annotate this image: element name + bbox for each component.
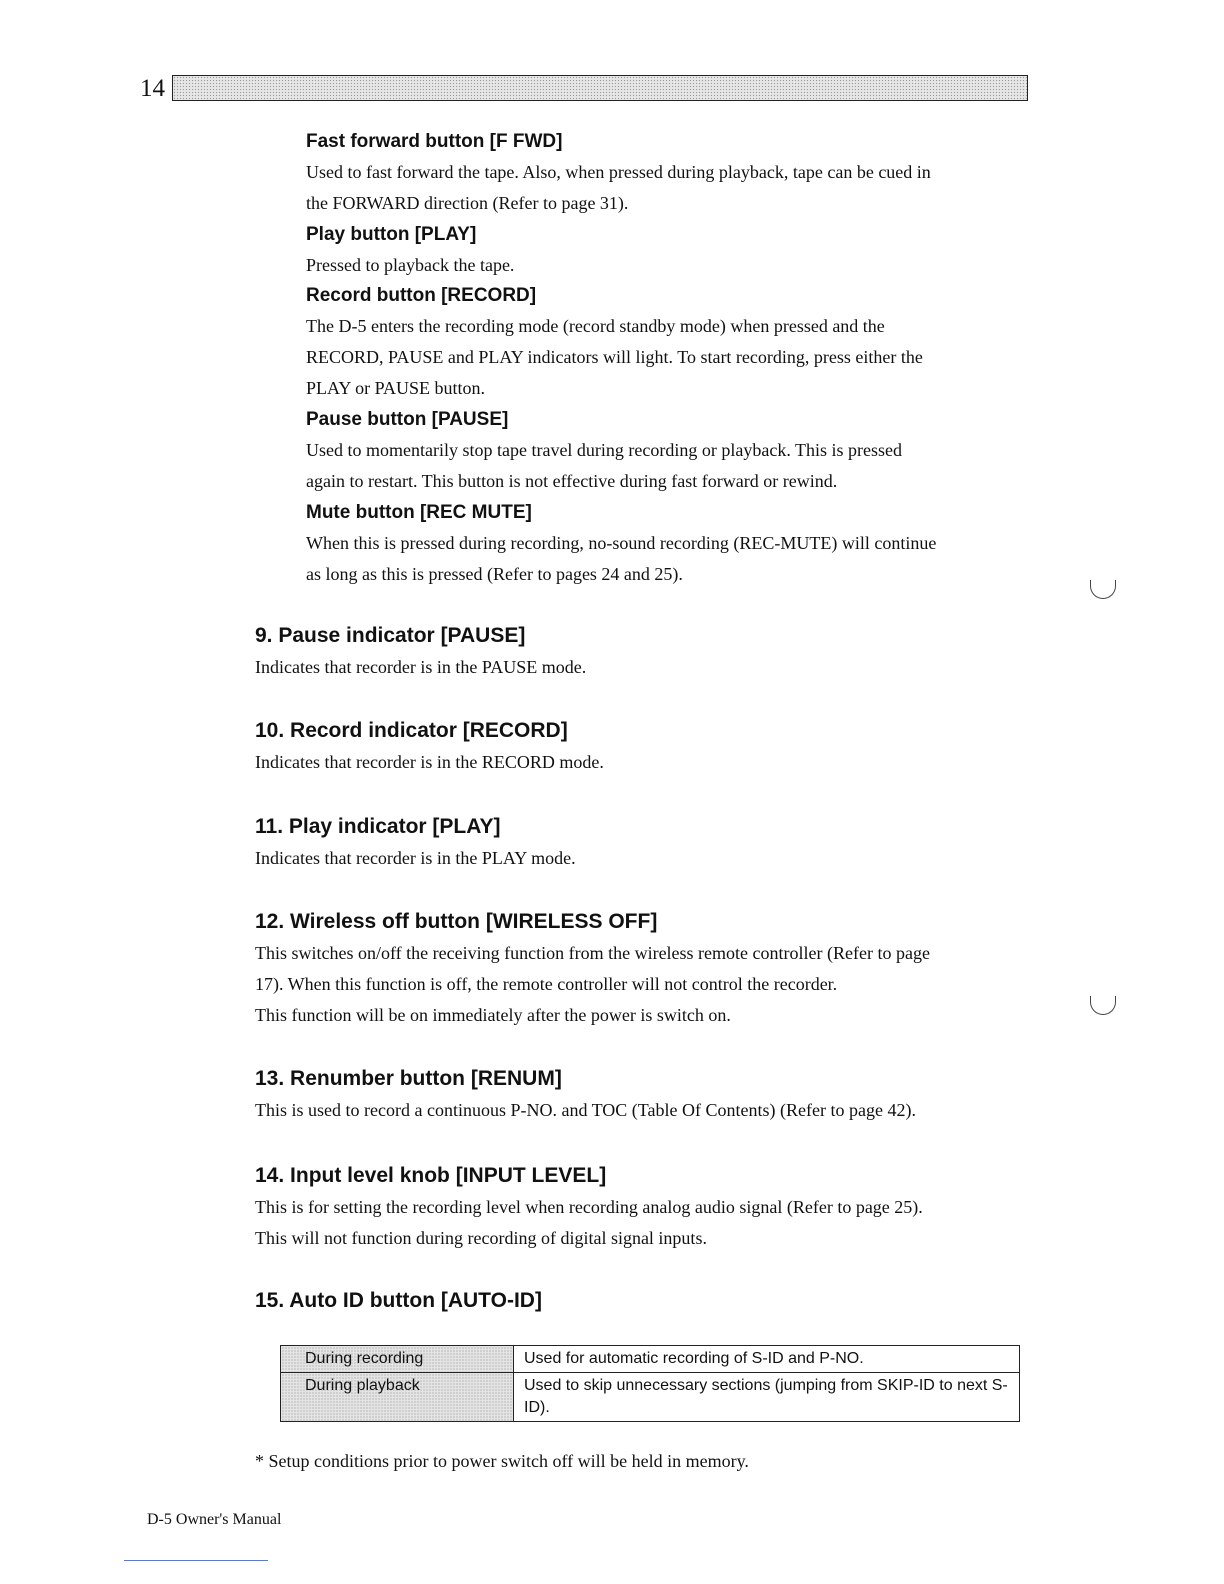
subsection-rec-mute — [306, 498, 1036, 590]
body-line: This will not function during recording of digital signal inputs. — [255, 1228, 707, 1248]
table-row — [281, 1373, 1020, 1422]
body-line: This is used to record a continuous P-NO. and TOC (Table Of Contents) (Refer to page 42). — [255, 1100, 916, 1120]
table-cell-label: During playback — [281, 1373, 514, 1422]
body-line: Indicates that recorder is in the PLAY mode. — [255, 848, 576, 868]
table-cell-description: Used for automatic recording of S-ID and P-NO. — [514, 1346, 1020, 1373]
table-cell-description: Used to skip unnecessary sections (jumping from SKIP-ID to next S-ID). — [514, 1373, 1020, 1422]
subsection-title: Record button [RECORD] — [306, 285, 537, 306]
body-line: This switches on/off the receiving function from the wireless remote controller (Refer to page — [255, 943, 930, 963]
subsection-pause — [306, 405, 1036, 497]
body-line: again to restart. This button is not effective during fast forward or rewind. — [306, 471, 838, 491]
footer-rule — [124, 1560, 268, 1561]
body-line: RECORD, PAUSE and PLAY indicators will light. To start recording, press either the — [306, 347, 923, 367]
body-line: When this is pressed during recording, no-sound recording (REC-MUTE) will continue — [306, 533, 937, 553]
section-11-play-indicator — [255, 811, 1045, 874]
table-row — [281, 1346, 1020, 1373]
subsection-title: Play button [PLAY] — [306, 224, 477, 245]
section-14-input-level — [255, 1160, 1045, 1254]
body-line: This function will be on immediately after the power is switch on. — [255, 1005, 731, 1025]
section-12-wireless-off — [255, 906, 1045, 1031]
subsection-title: Pause button [PAUSE] — [306, 409, 509, 430]
body-line: Used to momentarily stop tape travel during recording or playback. This is pressed — [306, 440, 903, 460]
subsection-record — [306, 281, 1036, 404]
body-line: Indicates that recorder is in the PAUSE mode. — [255, 657, 587, 677]
body-line: Indicates that recorder is in the RECORD mode. — [255, 752, 604, 772]
section-title: 10. Record indicator [RECORD] — [255, 719, 568, 742]
auto-id-table — [280, 1345, 1020, 1422]
subsection-play — [306, 220, 1036, 281]
footer-manual-title: D-5 Owner's Manual — [147, 1511, 282, 1528]
section-title: 13. Renumber button [RENUM] — [255, 1067, 562, 1090]
body-line: the FORWARD direction (Refer to page 31). — [306, 193, 629, 213]
subsection-title: Mute button [REC MUTE] — [306, 502, 532, 523]
body-line: This is for setting the recording level when recording analog audio signal (Refer to page 25). — [255, 1197, 923, 1217]
body-line: The D-5 enters the recording mode (record standby mode) when pressed and the — [306, 316, 885, 336]
section-10-record-indicator — [255, 715, 1045, 778]
memory-note: * Setup conditions prior to power switch off will be held in memory. — [255, 1451, 749, 1471]
binder-hole-mark — [1090, 580, 1116, 599]
subsection-title: Fast forward button [F FWD] — [306, 131, 563, 152]
section-title: 15. Auto ID button [AUTO-ID] — [255, 1289, 542, 1312]
subsection-fast-forward — [306, 127, 1036, 219]
table-cell-label: During recording — [281, 1346, 514, 1373]
header-bar — [172, 75, 1028, 101]
page-number: 14 — [140, 75, 165, 102]
section-9-pause-indicator — [255, 620, 1045, 683]
section-title: 14. Input level knob [INPUT LEVEL] — [255, 1164, 607, 1187]
body-line: as long as this is pressed (Refer to pages 24 and 25). — [306, 564, 683, 584]
body-line: Used to fast forward the tape. Also, when pressed during playback, tape can be cued in — [306, 162, 931, 182]
section-15-auto-id — [255, 1285, 1045, 1317]
section-title: 9. Pause indicator [PAUSE] — [255, 624, 526, 647]
body-line: Pressed to playback the tape. — [306, 255, 515, 275]
section-13-renumber — [255, 1063, 1045, 1126]
binder-hole-mark — [1090, 996, 1116, 1015]
section-title: 11. Play indicator [PLAY] — [255, 815, 501, 838]
section-title: 12. Wireless off button [WIRELESS OFF] — [255, 910, 658, 933]
body-line: PLAY or PAUSE button. — [306, 378, 486, 398]
body-line: 17). When this function is off, the remote controller will not control the recorder. — [255, 974, 838, 994]
